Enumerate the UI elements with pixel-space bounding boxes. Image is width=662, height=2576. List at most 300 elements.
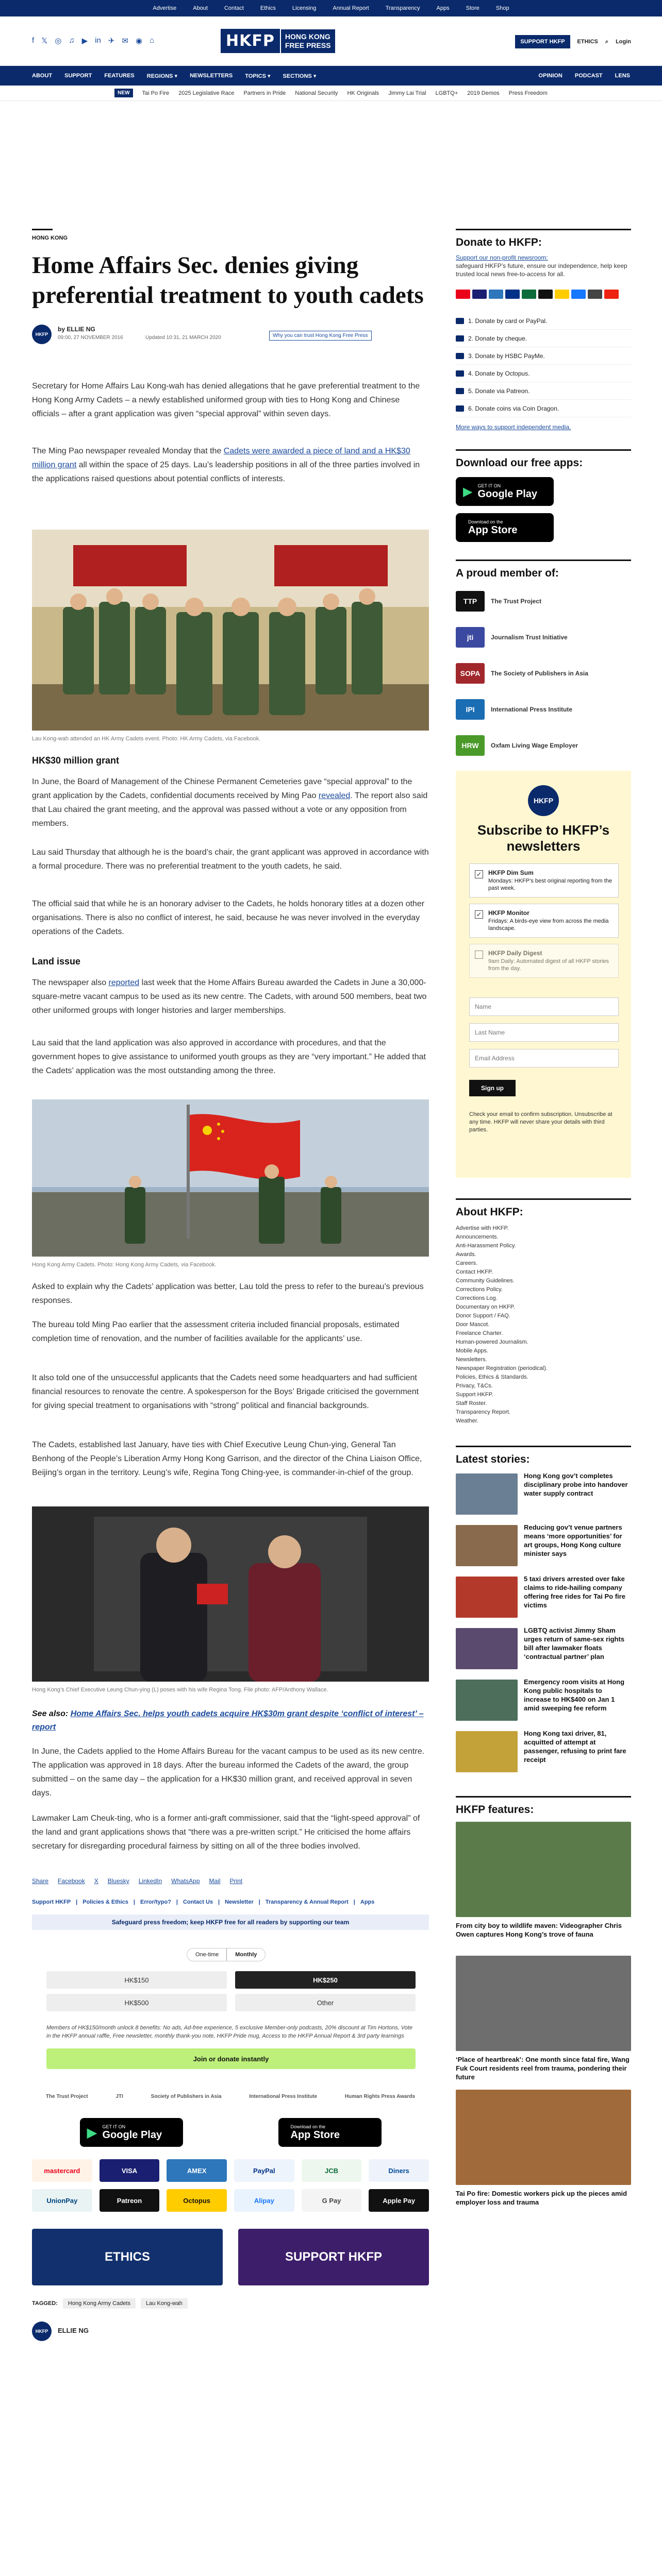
diners-icon: Diners [369,2159,429,2182]
about-link[interactable]: Corrections Policy. [456,1286,503,1293]
latest-story[interactable] [456,1523,631,1568]
donate-method-label: 5. Donate via Patreon. [468,387,530,395]
nav-opinion[interactable]: OPINION [538,73,562,79]
partner-logo[interactable]: The Trust Project [45,2094,88,2099]
membership-note: Members of HK$150/month unlock 8 benefits: No ads, Ad-free experience, 5 exclusive Member-only podcasts, 20% discount at Tim Hortons, Vote in the HKFP annual raffle, Free newsletter, monthly thank-you note, HKFP Pride mug, Access to the HKFP Annual Report & 3rd party learnings [46,2025,412,2039]
donate-methods [456,312,631,417]
about-link[interactable]: Corrections Log. [456,1295,498,1301]
paragraph [32,444,429,486]
play-icon: ▶ [463,484,473,499]
card-icon [489,290,503,299]
member-org[interactable] [456,585,631,617]
trending-bar [0,86,662,101]
about-link[interactable]: Weather. [456,1418,478,1424]
feature-title[interactable]: From city boy to wildlife maven: Videographer Chris Owen captures Hong Kong’s trove of fauna [456,1922,622,1938]
about-link[interactable]: Freelance Charter. [456,1330,503,1336]
about-link[interactable]: Policies, Ethics & Standards. [456,1374,528,1380]
share-bluesky[interactable]: Bluesky [107,1877,129,1885]
unionpay-icon: UnionPay [32,2189,92,2212]
payme-icon [456,353,464,359]
support-banner-text: SUPPORT HKFP [285,2250,382,2264]
gpay-icon: G Pay [302,2189,362,2212]
newsletter-option-monitor[interactable] [469,904,619,938]
about-link[interactable]: Announcements. [456,1234,499,1240]
reported-link[interactable]: reported [108,978,140,987]
facebook-icon[interactable]: f [32,36,35,45]
photo-leung-tong-image [32,1506,429,1682]
topbar-link-apps[interactable]: Apps [436,5,450,11]
google-play-badge[interactable] [80,2118,183,2147]
nav-newsletters[interactable]: NEWSLETTERS [190,73,233,79]
topbar-link-transparency[interactable]: Transparency [385,5,420,11]
threads-icon[interactable]: ◉ [136,37,143,45]
paragraph: Lawmaker Lam Cheuk-ting, who is a former anti-graft commissioner, said that the “light-speed approval” of the land and grant applications shows that “there was a pre-written script.” He criticised the home affairs secretary for disregarding procedural fairness by sitting on all of the three bodies involved. [32,1814,420,1851]
paragraph: Asked to explain why the Cadets’ application was better, Lau told the press to refer to the bureau’s previous responses. [32,1282,424,1305]
donate-widget [32,1940,429,2079]
latest-story-title[interactable]: Hong Kong taxi driver, 81, acquitted of attempt at passenger, refusing to print fare receipt [524,1730,626,1764]
author-name[interactable] [58,326,95,333]
paragraph: The bureau told Ming Pao earlier that the assessment criteria included financial proposals, estimated completion time of renovation, and the number of facilities available for the applicants’ use. [32,1320,400,1343]
promo-banners [32,2229,429,2285]
logo-line-1: HONG KONG [285,32,330,41]
amount-option-other[interactable]: Other [235,1994,416,2011]
author-box-name[interactable]: ELLIE NG [58,2327,89,2334]
trending-link[interactable]: Tai Po Fire [142,90,170,96]
sidebar-google-play-badge[interactable] [456,477,554,506]
latest-story-thumb [456,1680,518,1721]
trending-link[interactable]: 2019 Demos [467,90,500,96]
header-actions [515,35,631,48]
footer-link-contact[interactable]: Contact Us [183,1899,213,1905]
member-org[interactable] [456,730,631,761]
topbar-link-shop[interactable]: Shop [495,5,509,11]
donate-method-label: 4. Donate by Octopus. [468,369,530,377]
sidebar-features-heading: HKFP features: [456,1796,631,1816]
kicker-rule [32,229,53,230]
main-nav [0,66,662,86]
partner-logo[interactable]: JTI [115,2094,123,2099]
trending-link[interactable]: HK Originals [347,90,379,96]
author-box-avatar[interactable]: HKFP [32,2321,52,2341]
paragraph-text: In June, the Board of Management of the Chinese Permanent Cemeteries gave “special approval” to the grant application by the Cadets, confidential documents received by Ming Pao [32,777,412,800]
latest-story-thumb [456,1473,518,1515]
sidebar-payment-icons [456,290,631,299]
patreon-icon: Patreon [100,2189,160,2212]
share-label: Share [32,1877,49,1885]
ethics-banner-text: ETHICS [104,2250,150,2264]
publish-date: 09:00, 27 NOVEMBER 2016 [58,335,123,341]
topbar-link-contact[interactable]: Contact [224,5,244,11]
share-linkedin[interactable]: LinkedIn [138,1877,162,1885]
about-link[interactable]: Donor Support / FAQ. [456,1313,510,1319]
newsletter-option-title: HKFP Monitor [488,909,529,917]
donate-method[interactable] [456,365,631,382]
donate-method-label: 3. Donate by HSBC PayMe. [468,352,545,360]
donate-strip[interactable] [32,1914,429,1930]
about-link[interactable]: Anti-Harassment Policy. [456,1243,516,1249]
donate-method[interactable] [456,382,631,400]
search-icon[interactable]: ⌕ [605,38,609,45]
about-link[interactable]: Support HKFP. [456,1392,493,1398]
logo-line-2: FREE PRESS [285,41,331,49]
google-play-small: GET IT ON [102,2124,126,2129]
nav-features[interactable]: FEATURES [104,73,135,79]
social-links [32,36,154,45]
member-name: Oxfam Living Wage Employer [491,741,578,749]
donate-method[interactable] [456,347,631,365]
latest-story-thumb [456,1628,518,1669]
amex-icon: AMEX [167,2159,227,2182]
app-store-big: App Store [468,524,518,536]
logo-mark: HKFP [221,29,280,53]
trending-link[interactable]: Jimmy Lai Trial [388,90,426,96]
article-title: Home Affairs Sec. denies giving preferential treatment to youth cadets [32,252,424,309]
nav-about[interactable]: ABOUT [32,73,53,79]
share-whatsapp[interactable]: WhatsApp [171,1877,200,1885]
byline [32,324,429,346]
trending-link[interactable]: LGBTQ+ [435,90,458,96]
photo-cadets-group-image [32,530,429,731]
share-x[interactable]: X [94,1877,98,1885]
latest-story-title[interactable]: Reducing gov’t venue partners means ‘more opportunities’ for art groups, Hong Kong culture minister says [524,1523,622,1557]
feature-title[interactable]: Tai Po fire: Domestic workers pick up the pieces amid employer loss and trauma [456,2190,627,2206]
play-icon: ▶ [87,2124,97,2140]
app-store-badge[interactable] [278,2118,382,2147]
octopus-icon [456,370,464,377]
latest-story-title[interactable]: LGBTQ activist Jimmy Sham urges return of same-sex rights bill after lawmaker floats ‘contractual partner’ plan [524,1626,625,1660]
revealed-link[interactable]: revealed [318,791,351,800]
author-name-text: ELLIE NG [67,326,95,333]
photo-caption: Lau Kong-wah attended an HK Army Cadets event. Photo: HK Army Cadets, via Facebook. [32,736,261,742]
topbar-link-advertise[interactable]: Advertise [153,5,177,11]
photo-caption: Hong Kong Army Cadets. Photo: Hong Kong Army Cadets, via Facebook. [32,1262,217,1268]
feature-image [456,1822,631,1917]
jcb-icon: JCB [302,2159,362,2182]
photo-cadets-group [32,530,429,731]
latest-story-thumb [456,1525,518,1566]
tag[interactable]: Lau Kong-wah [141,2298,188,2309]
instagram-icon[interactable]: ◎ [55,37,62,45]
newsletter-footnote: Check your email to confirm subscription. Unsubscribe at any time. HKFP will never share your details with third parties. [469,1111,613,1133]
sidebar-latest-heading: Latest stories: [456,1446,631,1466]
ming-pao-link[interactable]: Cadets were awarded a piece of land and a HK$30 million grant [32,447,410,469]
latest-story[interactable] [456,1574,631,1620]
login-link[interactable]: Login [616,39,631,45]
support-hkfp-button[interactable]: SUPPORT HKFP [515,35,570,48]
app-store-badges [32,2118,429,2147]
feature-story[interactable] [456,1822,631,1939]
trust-link[interactable]: Why you can trust Hong Kong Free Press [269,331,372,341]
donate-description: safeguard HKFP’s future, ensure our independence, help keep trusted local news free-to-access for all. [456,262,627,278]
paragraph: Lau said that the land application was also approved in accordance with procedures, and that the government hopes to give assistance to uniformed youth groups as they are “very important.” He added that the Cadets’ application was the most outstanding among the three. [32,1039,426,1075]
ethics-banner[interactable] [32,2229,223,2285]
donate-method-label: 1. Donate by card or PayPal. [468,317,548,325]
about-link[interactable]: Advertise with HKFP. [456,1225,509,1231]
sidebar-apps-heading: Download our free apps: [456,449,631,469]
about-link[interactable]: Transparency Report. [456,1409,510,1415]
partner-logo[interactable]: Human Rights Press Awards [344,2094,416,2099]
newsletter-signup-button[interactable]: Sign up [469,1080,516,1096]
app-store-big: App Store [290,2129,340,2141]
paragraph [32,775,429,831]
member-logo: HRW [456,735,485,756]
octopus-icon: Octopus [167,2189,227,2212]
checkbox-checked[interactable]: ✓ [475,910,483,919]
page-main [0,101,662,2576]
amount-option-selected[interactable]: HK$250 [235,1971,416,1989]
member-name: The Society of Publishers in Asia [491,669,588,677]
feature-image [456,1956,631,2051]
newsletter-option-title: HKFP Daily Digest [488,950,542,957]
patreon-icon [456,388,464,394]
latest-story[interactable] [456,1729,631,1774]
trending-link[interactable]: National Security [295,90,338,96]
tag[interactable]: Hong Kong Army Cadets [63,2298,136,2309]
sidebar-about-heading: About HKFP: [456,1198,631,1218]
join-donate-button[interactable]: Join or donate instantly [46,2048,416,2069]
author-avatar[interactable]: HKFP [32,325,52,344]
card-icon [604,290,619,299]
first-name-input[interactable]: Name [469,997,619,1016]
donate-nonprofit-link[interactable]: Support our non-profit newsroom: [456,254,548,261]
about-link[interactable]: Human-powered Journalism. [456,1339,528,1345]
sidebar-member-heading: A proud member of: [456,560,631,580]
about-link[interactable]: Newsletters. [456,1357,487,1363]
member-logo: SOPA [456,663,485,684]
member-logo: jti [456,627,485,648]
newsletter-logo: HKFP [528,785,559,816]
paragraph: Secretary for Home Affairs Lau Kong-wah has denied allegations that he gave preferential treatment to the Hong Kong Army Cadets – a newly established uniformed group with ties to Hong Kong and Chinese officials – after a grant application was given “special approval” within seven days. [32,382,420,418]
newsletter-option-desc: 9am Daily: Automated digest of all HKFP stories from the day. [488,958,609,972]
see-also [32,1707,429,1734]
donate-method[interactable] [456,312,631,330]
latest-story-title[interactable]: 5 taxi drivers arrested over fake claims to ride-hailing company offering free rides for Tai Po fire victims [524,1575,625,1609]
latest-story-title[interactable]: Emergency room visits at Hong Kong public hospitals to increase to HK$400 on Jan 1 amid sweeping fee reform [524,1678,625,1712]
donate-method-label: 2. Donate by cheque. [468,334,527,342]
paragraph: It also told one of the unsuccessful applicants that the Cadets need some headquarters and had sufficient financial resources to renovate the centre. A spokesperson for the Boys’ Brigade criticised the government for giving special treatment to organisations with “strong” political and financial backgrounds. [32,1374,419,1410]
paragraph: Lau said Thursday that although he is the board’s chair, the grant applicant was approved in accordance with a formal procedure. There was no preferential treatment to the youth cadets, he said. [32,848,429,871]
about-link[interactable]: Staff Roster. [456,1400,487,1406]
partner-logo[interactable]: Society of Publishers in Asia [151,2094,222,2099]
applepay-icon: Apple Pay [369,2189,429,2212]
app-store-text [291,2124,340,2141]
section-heading: Land issue [32,956,81,967]
share-print[interactable]: Print [229,1877,243,1885]
paragraph-text: The Ming Pao newspaper revealed Monday that the [32,447,224,455]
nav-regions[interactable]: REGIONS ▾ [146,73,178,79]
footer-link-error[interactable]: Error/typo? [140,1899,171,1905]
card-icon [588,290,602,299]
paragraph-text: The newspaper also [32,978,109,987]
paragraph: The official said that while he is an honorary adviser to the Cadets, he holds honorary titles at a dozen other organisations. There is also no conflict of interest, he said, because he was never involved in the everyday operations of the Cadets. [32,900,425,936]
feature-story[interactable] [456,1956,631,2081]
top-utility-bar [0,0,662,16]
donate-strip-text: Safeguard press freedom; keep HKFP free for all readers by supporting our team [111,1919,350,1926]
member-name: The Trust Project [491,597,542,605]
latest-story[interactable] [456,1471,631,1517]
about-link[interactable]: Documentary on HKFP. [456,1304,515,1310]
google-play-text [477,483,537,500]
topbar-link-annual-report[interactable]: Annual Report [333,5,369,11]
donation-frequency-toggle [187,1948,266,1961]
footer-link-policies[interactable]: Policies & Ethics [82,1899,128,1905]
more-ways-link[interactable]: More ways to support independent media. [456,423,571,431]
card-icon [472,290,487,299]
home-icon[interactable]: ⌂ [150,36,155,45]
about-link[interactable]: Awards. [456,1251,476,1258]
paragraph-text: last week that the Home Affairs Bureau awarded the Cadets in June a 30,000-square-metre vacant campus to be used as its new centre. The Cadets, with around 500 members, beat two other uniformed groups with longer histories and larger memberships. [32,978,427,1015]
photo-caption: Hong Kong’s Chief Executive Leung Chun-ying (L) poses with his wife Regina Tong. File photo: AFP/Anthony Wallace. [32,1687,328,1693]
about-link[interactable]: Newspaper Registration (periodical). [456,1365,548,1371]
payment-methods [32,2159,429,2212]
card-icon [505,290,520,299]
about-link[interactable]: Contact HKFP. [456,1269,493,1275]
checkbox-checked[interactable]: ✓ [475,870,483,878]
latest-story-thumb [456,1731,518,1772]
coin-icon [456,405,464,412]
about-links [456,1224,631,1426]
nav-support[interactable]: SUPPORT [64,73,92,79]
trending-link[interactable]: Press Freedom [508,90,548,96]
newsletter-option-desc: Mondays: HKFP’s best original reporting from the past week. [488,878,613,891]
photo-leung-tong [32,1506,429,1682]
site-header [0,16,662,66]
latest-story-title[interactable]: Hong Kong gov’t completes disciplinary probe into handover water supply contract [524,1472,628,1497]
site-logo[interactable] [221,29,335,53]
member-name: Journalism Trust Initiative [491,633,568,641]
about-link[interactable]: Community Guidelines. [456,1278,515,1284]
nav-topics[interactable]: TOPICS ▾ [245,73,271,79]
share-facebook[interactable]: Facebook [58,1877,85,1885]
paragraph: In June, the Cadets applied to the Home Affairs Bureau for the vacant campus to be used as its new centre. The application was approved in 18 days. After the bureau informed the Cadets of the award, the group submitted – on the same day – the application for a HK$30 million grant, and received approval in seven days. [32,1747,425,1798]
card-icon [571,290,586,299]
newsletter-title: Subscribe to HKFP’s newsletters [477,822,610,854]
last-name-input[interactable]: Last Name [469,1023,619,1042]
footer-link-apps[interactable]: Apps [360,1899,375,1905]
see-also-link[interactable]: Home Affairs Sec. helps youth cadets acquire HK$30m grant despite ‘conflict of interest’ – report [32,1709,424,1732]
amount-option[interactable]: HK$150 [46,1971,227,1989]
trending-new-badge: NEW [114,89,133,97]
member-logo: TTP [456,591,485,612]
google-play-big: Google Play [102,2129,162,2141]
feature-story[interactable] [456,2090,631,2207]
linkedin-icon[interactable]: in [95,36,101,45]
member-org[interactable] [456,657,631,689]
latest-story[interactable] [456,1626,631,1671]
trending-link[interactable]: Partners in Pride [243,90,286,96]
share-bar [32,1877,242,1885]
app-store-small: Download on the [468,519,503,524]
latest-story[interactable] [456,1677,631,1723]
amount-option[interactable]: HK$500 [46,1994,227,2011]
checkbox-unchecked[interactable] [475,951,483,959]
topbar-link-about[interactable]: About [193,5,208,11]
cheque-icon [456,335,464,342]
newsletter-option-daily-digest[interactable] [469,944,619,978]
mastercard-icon: mastercard [32,2159,92,2182]
trending-link[interactable]: 2025 Legislative Race [178,90,235,96]
newsletter-option-dim-sum[interactable] [469,863,619,897]
section-heading: HK$30 million grant [32,755,120,766]
footer-link-transparency[interactable]: Transparency & Annual Report [265,1899,349,1905]
topbar-link-licensing[interactable]: Licensing [292,5,317,11]
tags [32,2298,188,2309]
paragraph [32,976,429,1018]
google-play-small: GET IT ON [477,483,501,488]
about-link[interactable]: Mobile Apps. [456,1348,488,1354]
support-banner[interactable] [238,2229,429,2285]
email-input[interactable]: Email Address [469,1049,619,1067]
topbar-link-store[interactable]: Store [466,5,479,11]
member-org[interactable] [456,693,631,725]
footer-link-support[interactable]: Support HKFP [32,1899,71,1905]
about-link[interactable]: Door Mascot. [456,1321,490,1328]
donate-method-label: 6. Donate coins via Coin Dragon. [468,404,559,412]
member-name: International Press Institute [491,705,573,713]
sidebar-app-store-badge[interactable] [456,513,554,542]
about-link[interactable]: Privacy, T&Cs. [456,1383,493,1389]
paragraph-text: all within the space of 25 days. Lau’s leadership positions in all of the three parties involved in the applications raised questions about potential conflicts of interests. [32,461,420,483]
tiktok-icon[interactable]: ♫ [69,36,75,45]
feature-title[interactable]: ‘Place of heartbreak’: One month since fatal fire, Wang Fuk Court residents reel from trauma, pondering their future [456,2056,630,2081]
google-play-text [103,2124,162,2141]
app-store-small: Download on the [290,2124,326,2129]
card-icon [456,318,464,324]
feature-image [456,2090,631,2185]
partner-logos [32,2094,429,2099]
sidebar-donate-heading: Donate to HKFP: [456,229,631,249]
app-store-text [468,519,518,536]
paragraph-text: . The report also said that Lau chaired the grant meeting, and the approval was passed without a vote or any opposition from members. [32,791,428,828]
donate-method[interactable] [456,400,631,417]
tags-label: TAGGED: [32,2300,58,2307]
ethics-link[interactable]: ETHICS [577,39,598,45]
x-icon[interactable]: 𝕏 [41,37,48,45]
member-org[interactable] [456,621,631,653]
logo-wordmark [281,29,335,53]
card-icon [555,290,569,299]
nav-lens[interactable]: LENS [615,73,630,79]
newsletter-option-desc: Fridays: A birds-eye view from across the media landscape. [488,918,609,931]
visa-icon: VISA [100,2159,160,2182]
updated-date: Updated 10:31, 21 MARCH 2020 [145,335,221,341]
photo-flag-raising-image [32,1099,429,1257]
topbar-link-ethics[interactable]: Ethics [260,5,276,11]
google-play-big: Google Play [477,488,538,500]
email-icon[interactable]: ✉ [122,37,128,45]
member-logo: IPI [456,699,485,720]
nav-podcast[interactable]: PODCAST [574,73,603,79]
footer-link-newsletter[interactable]: Newsletter [225,1899,254,1905]
author-prefix: by [58,326,65,333]
alipay-icon: Alipay [234,2189,294,2212]
author-box [32,2321,429,2337]
freq-one-time[interactable]: One-time [195,1952,219,1958]
paypal-icon: PayPal [234,2159,294,2182]
card-icon [538,290,553,299]
share-mail[interactable]: Mail [209,1877,221,1885]
latest-story-thumb [456,1577,518,1618]
youtube-icon[interactable]: ▶ [81,37,88,45]
nav-sections[interactable]: SECTIONS ▾ [283,73,317,79]
telegram-icon[interactable]: ✈ [108,37,115,45]
article-category[interactable]: HONG KONG [32,235,68,241]
partner-logo[interactable]: International Press Institute [249,2094,318,2099]
freq-monthly[interactable]: Monthly [227,1948,265,1961]
donate-method[interactable] [456,330,631,347]
about-link[interactable]: Careers. [456,1260,478,1266]
photo-flag-raising [32,1099,429,1257]
